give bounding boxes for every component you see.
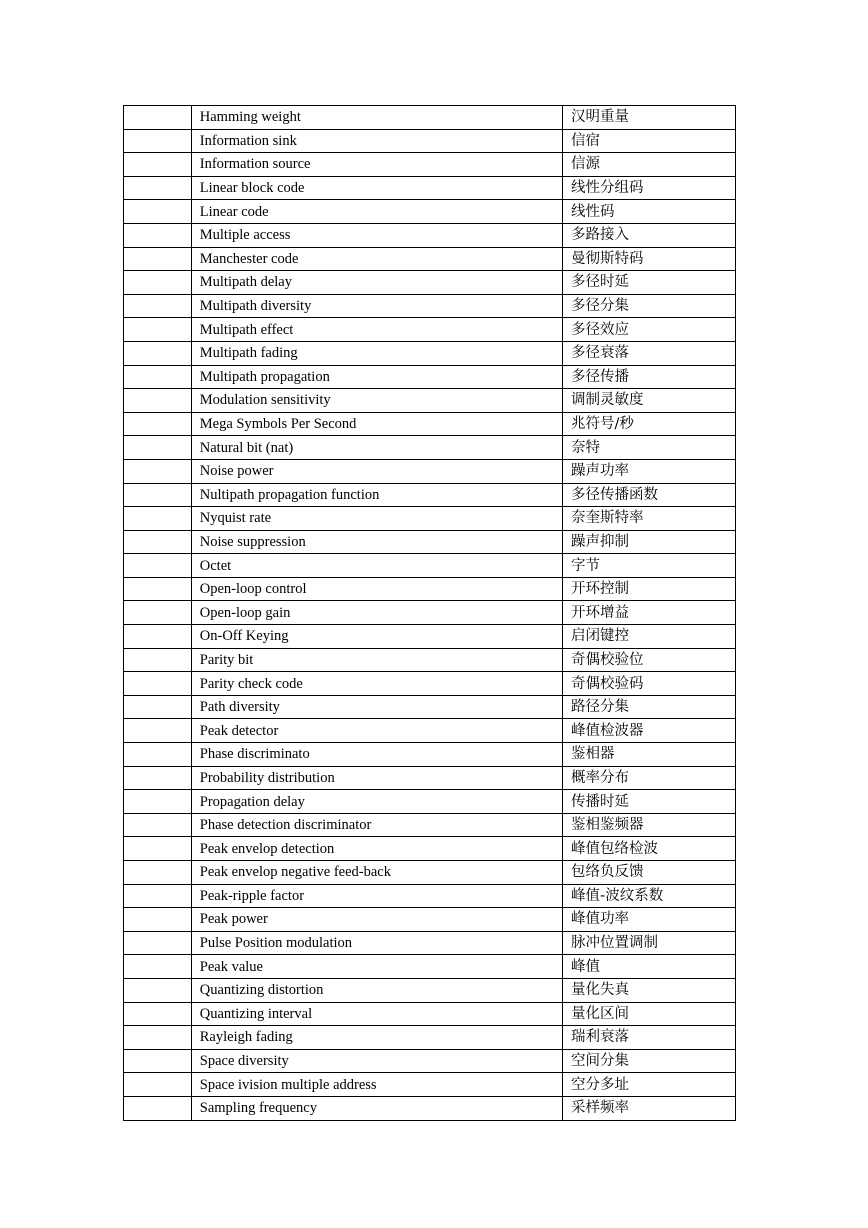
chinese-term-cell: 奈奎斯特率 xyxy=(563,507,736,531)
table-row xyxy=(124,459,736,483)
table-row xyxy=(124,931,736,955)
table-row xyxy=(124,648,736,672)
chinese-term-cell: 调制灵敏度 xyxy=(563,389,736,413)
chinese-term-cell: 多路接入 xyxy=(563,223,736,247)
row-index-cell xyxy=(124,766,192,790)
row-index-cell xyxy=(124,106,192,130)
english-term-cell: Multipath diversity xyxy=(191,294,562,318)
row-index-cell xyxy=(124,318,192,342)
row-index-cell xyxy=(124,931,192,955)
row-index-cell xyxy=(124,908,192,932)
table-row xyxy=(124,1026,736,1050)
row-index-cell xyxy=(124,601,192,625)
chinese-term-cell: 传播时延 xyxy=(563,790,736,814)
english-term-cell: Multipath delay xyxy=(191,271,562,295)
chinese-term-cell: 脉冲位置调制 xyxy=(563,931,736,955)
table-row xyxy=(124,861,736,885)
table-row xyxy=(124,1049,736,1073)
table-row xyxy=(124,1002,736,1026)
english-term-cell: Open-loop gain xyxy=(191,601,562,625)
english-term-cell: Noise power xyxy=(191,459,562,483)
english-term-cell: Pulse Position modulation xyxy=(191,931,562,955)
row-index-cell xyxy=(124,459,192,483)
english-term-cell: Phase discriminato xyxy=(191,743,562,767)
chinese-term-cell: 曼彻斯特码 xyxy=(563,247,736,271)
chinese-term-cell: 多径衰落 xyxy=(563,341,736,365)
row-index-cell xyxy=(124,483,192,507)
chinese-term-cell: 峰值功率 xyxy=(563,908,736,932)
chinese-term-cell: 奇偶校验码 xyxy=(563,672,736,696)
row-index-cell xyxy=(124,176,192,200)
table-row xyxy=(124,625,736,649)
row-index-cell xyxy=(124,223,192,247)
row-index-cell xyxy=(124,1026,192,1050)
english-term-cell: Phase detection discriminator xyxy=(191,813,562,837)
english-term-cell: Propagation delay xyxy=(191,790,562,814)
table-row xyxy=(124,247,736,271)
chinese-term-cell: 峰值检波器 xyxy=(563,719,736,743)
table-row xyxy=(124,318,736,342)
chinese-term-cell: 多径传播函数 xyxy=(563,483,736,507)
row-index-cell xyxy=(124,648,192,672)
chinese-term-cell: 多径传播 xyxy=(563,365,736,389)
row-index-cell xyxy=(124,341,192,365)
chinese-term-cell: 多径时延 xyxy=(563,271,736,295)
english-term-cell: Linear block code xyxy=(191,176,562,200)
table-row xyxy=(124,884,736,908)
chinese-term-cell: 瑞利衰落 xyxy=(563,1026,736,1050)
table-row xyxy=(124,106,736,130)
chinese-term-cell: 概率分布 xyxy=(563,766,736,790)
chinese-term-cell: 峰值包络检波 xyxy=(563,837,736,861)
row-index-cell xyxy=(124,389,192,413)
table-row xyxy=(124,507,736,531)
table-row xyxy=(124,695,736,719)
english-term-cell: Information source xyxy=(191,153,562,177)
chinese-term-cell: 空分多址 xyxy=(563,1073,736,1097)
table-row xyxy=(124,672,736,696)
table-row xyxy=(124,483,736,507)
row-index-cell xyxy=(124,271,192,295)
english-term-cell: Mega Symbols Per Second xyxy=(191,412,562,436)
chinese-term-cell: 躁声抑制 xyxy=(563,530,736,554)
table-row xyxy=(124,412,736,436)
english-term-cell: Sampling frequency xyxy=(191,1096,562,1120)
chinese-term-cell: 线性码 xyxy=(563,200,736,224)
row-index-cell xyxy=(124,1073,192,1097)
table-row xyxy=(124,813,736,837)
row-index-cell xyxy=(124,200,192,224)
english-term-cell: Peak value xyxy=(191,955,562,979)
table-row xyxy=(124,837,736,861)
english-term-cell: Peak power xyxy=(191,908,562,932)
row-index-cell xyxy=(124,129,192,153)
english-term-cell: Rayleigh fading xyxy=(191,1026,562,1050)
chinese-term-cell: 峰值 xyxy=(563,955,736,979)
row-index-cell xyxy=(124,672,192,696)
chinese-term-cell: 奇偶校验位 xyxy=(563,648,736,672)
english-term-cell: Parity bit xyxy=(191,648,562,672)
chinese-term-cell: 信源 xyxy=(563,153,736,177)
table-row xyxy=(124,223,736,247)
row-index-cell xyxy=(124,625,192,649)
chinese-term-cell: 量化失真 xyxy=(563,978,736,1002)
chinese-term-cell: 鉴相器 xyxy=(563,743,736,767)
table-row xyxy=(124,1073,736,1097)
table-row xyxy=(124,271,736,295)
row-index-cell xyxy=(124,978,192,1002)
row-index-cell xyxy=(124,743,192,767)
row-index-cell xyxy=(124,577,192,601)
row-index-cell xyxy=(124,365,192,389)
table-row xyxy=(124,436,736,460)
chinese-term-cell: 空间分集 xyxy=(563,1049,736,1073)
chinese-term-cell: 奈特 xyxy=(563,436,736,460)
english-term-cell: Probability distribution xyxy=(191,766,562,790)
table-row xyxy=(124,908,736,932)
glossary-table xyxy=(123,105,736,1121)
table-row xyxy=(124,389,736,413)
chinese-term-cell: 线性分组码 xyxy=(563,176,736,200)
english-term-cell: Space ivision multiple address xyxy=(191,1073,562,1097)
table-row xyxy=(124,530,736,554)
row-index-cell xyxy=(124,436,192,460)
english-term-cell: Nyquist rate xyxy=(191,507,562,531)
english-term-cell: Linear code xyxy=(191,200,562,224)
english-term-cell: Natural bit (nat) xyxy=(191,436,562,460)
row-index-cell xyxy=(124,507,192,531)
chinese-term-cell: 包络负反馈 xyxy=(563,861,736,885)
table-row xyxy=(124,601,736,625)
chinese-term-cell: 躁声功率 xyxy=(563,459,736,483)
english-term-cell: Peak-ripple factor xyxy=(191,884,562,908)
table-row xyxy=(124,365,736,389)
chinese-term-cell: 开环控制 xyxy=(563,577,736,601)
row-index-cell xyxy=(124,695,192,719)
row-index-cell xyxy=(124,153,192,177)
row-index-cell xyxy=(124,955,192,979)
table-row xyxy=(124,153,736,177)
table-row xyxy=(124,955,736,979)
chinese-term-cell: 兆符号/秒 xyxy=(563,412,736,436)
english-term-cell: Space diversity xyxy=(191,1049,562,1073)
chinese-term-cell: 字节 xyxy=(563,554,736,578)
english-term-cell: Peak envelop detection xyxy=(191,837,562,861)
chinese-term-cell: 峰值-波纹系数 xyxy=(563,884,736,908)
chinese-term-cell: 量化区间 xyxy=(563,1002,736,1026)
english-term-cell: Peak detector xyxy=(191,719,562,743)
row-index-cell xyxy=(124,884,192,908)
english-term-cell: Multipath propagation xyxy=(191,365,562,389)
table-row xyxy=(124,176,736,200)
row-index-cell xyxy=(124,1049,192,1073)
table-row xyxy=(124,129,736,153)
english-term-cell: Peak envelop negative feed-back xyxy=(191,861,562,885)
row-index-cell xyxy=(124,1096,192,1120)
table-row xyxy=(124,200,736,224)
chinese-term-cell: 信宿 xyxy=(563,129,736,153)
english-term-cell: Open-loop control xyxy=(191,577,562,601)
table-row xyxy=(124,978,736,1002)
row-index-cell xyxy=(124,294,192,318)
english-term-cell: Path diversity xyxy=(191,695,562,719)
english-term-cell: Quantizing interval xyxy=(191,1002,562,1026)
table-row xyxy=(124,577,736,601)
row-index-cell xyxy=(124,719,192,743)
row-index-cell xyxy=(124,1002,192,1026)
table-row xyxy=(124,743,736,767)
row-index-cell xyxy=(124,813,192,837)
table-row xyxy=(124,790,736,814)
table-row xyxy=(124,1096,736,1120)
english-term-cell: Octet xyxy=(191,554,562,578)
english-term-cell: Hamming weight xyxy=(191,106,562,130)
english-term-cell: Parity check code xyxy=(191,672,562,696)
glossary-table-body xyxy=(124,106,736,1121)
english-term-cell: Information sink xyxy=(191,129,562,153)
chinese-term-cell: 多径效应 xyxy=(563,318,736,342)
chinese-term-cell: 采样频率 xyxy=(563,1096,736,1120)
row-index-cell xyxy=(124,412,192,436)
english-term-cell: Multipath fading xyxy=(191,341,562,365)
table-row xyxy=(124,294,736,318)
english-term-cell: On-Off Keying xyxy=(191,625,562,649)
english-term-cell: Modulation sensitivity xyxy=(191,389,562,413)
row-index-cell xyxy=(124,790,192,814)
row-index-cell xyxy=(124,861,192,885)
english-term-cell: Noise suppression xyxy=(191,530,562,554)
chinese-term-cell: 鉴相鉴频器 xyxy=(563,813,736,837)
chinese-term-cell: 路径分集 xyxy=(563,695,736,719)
table-row xyxy=(124,341,736,365)
table-row xyxy=(124,554,736,578)
chinese-term-cell: 汉明重量 xyxy=(563,106,736,130)
english-term-cell: Multiple access xyxy=(191,223,562,247)
english-term-cell: Nultipath propagation function xyxy=(191,483,562,507)
row-index-cell xyxy=(124,837,192,861)
table-row xyxy=(124,766,736,790)
english-term-cell: Multipath effect xyxy=(191,318,562,342)
row-index-cell xyxy=(124,554,192,578)
row-index-cell xyxy=(124,530,192,554)
english-term-cell: Quantizing distortion xyxy=(191,978,562,1002)
table-row xyxy=(124,719,736,743)
chinese-term-cell: 启闭键控 xyxy=(563,625,736,649)
row-index-cell xyxy=(124,247,192,271)
english-term-cell: Manchester code xyxy=(191,247,562,271)
chinese-term-cell: 多径分集 xyxy=(563,294,736,318)
chinese-term-cell: 开环增益 xyxy=(563,601,736,625)
